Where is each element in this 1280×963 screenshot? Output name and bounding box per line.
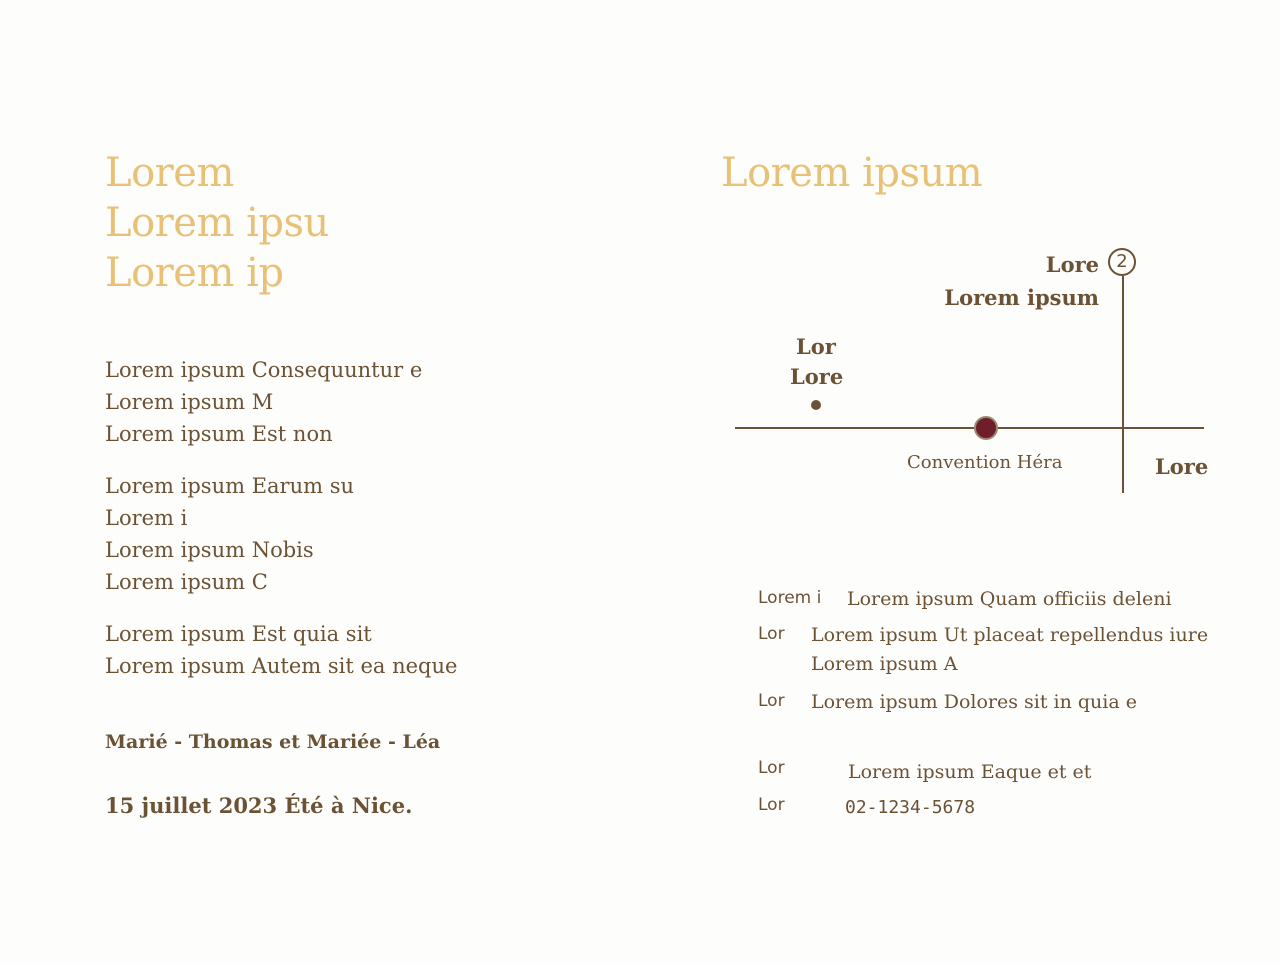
map-label-landmark: Lor xyxy=(796,334,836,359)
paragraph-line: Lorem ipsum Earum su xyxy=(105,474,354,498)
left-title-line: Lorem ipsu xyxy=(105,200,329,246)
venue-marker xyxy=(975,417,997,439)
info-key: Lor xyxy=(758,691,785,711)
phone-number: 02-1234-5678 xyxy=(845,797,976,818)
info-key: Lor xyxy=(758,795,785,815)
paragraph xyxy=(105,354,625,450)
event-date: 15 juillet 2023 Été à Nice. xyxy=(105,793,413,818)
paragraph-line: Lorem ipsum Autem sit ea neque xyxy=(105,654,458,678)
map-label-station-name: Lorem ipsum xyxy=(944,285,1099,310)
map-label-station: Lore xyxy=(1045,252,1099,277)
paragraph-line: Lorem ipsum Consequuntur e xyxy=(105,358,423,382)
paragraph xyxy=(105,470,625,598)
info-value: Lorem ipsum Eaque et et xyxy=(848,761,1092,783)
left-title-line: Lorem xyxy=(105,150,234,196)
info-value: Lorem ipsum Quam officiis deleni xyxy=(847,588,1172,610)
right-title: Lorem ipsum xyxy=(721,150,983,196)
info-value: Lorem ipsum Ut placeat repellendus iure xyxy=(811,624,1209,646)
paragraph-line: Lorem ipsum C xyxy=(105,570,268,594)
left-title-block xyxy=(105,148,329,298)
paragraph xyxy=(105,618,625,682)
paragraph-line: Lorem ipsum Est quia sit xyxy=(105,622,372,646)
paragraph-line: Lorem i xyxy=(105,506,188,530)
left-title-line: Lorem ip xyxy=(105,250,284,296)
paragraph-line: Lorem ipsum M xyxy=(105,390,274,414)
map-label-road: Lore xyxy=(1155,454,1209,479)
paragraph-line: Lorem ipsum Nobis xyxy=(105,538,314,562)
station-number-icon: 2 xyxy=(1108,248,1136,276)
map-label-venue: Convention Héra xyxy=(907,452,1063,473)
map-label-landmark-name: Lore xyxy=(790,364,844,389)
left-body-text xyxy=(105,354,625,702)
location-map xyxy=(720,240,1220,500)
landmark-dot xyxy=(811,400,821,410)
paragraph-line: Lorem ipsum Est non xyxy=(105,422,333,446)
info-key: Lor xyxy=(758,624,785,644)
couple-names: Marié - Thomas et Mariée - Léa xyxy=(105,731,441,753)
info-key: Lorem i xyxy=(758,588,822,608)
info-value: Lorem ipsum Dolores sit in quia e xyxy=(811,691,1137,713)
info-value-continued: Lorem ipsum A xyxy=(811,653,958,675)
info-key: Lor xyxy=(758,758,785,778)
